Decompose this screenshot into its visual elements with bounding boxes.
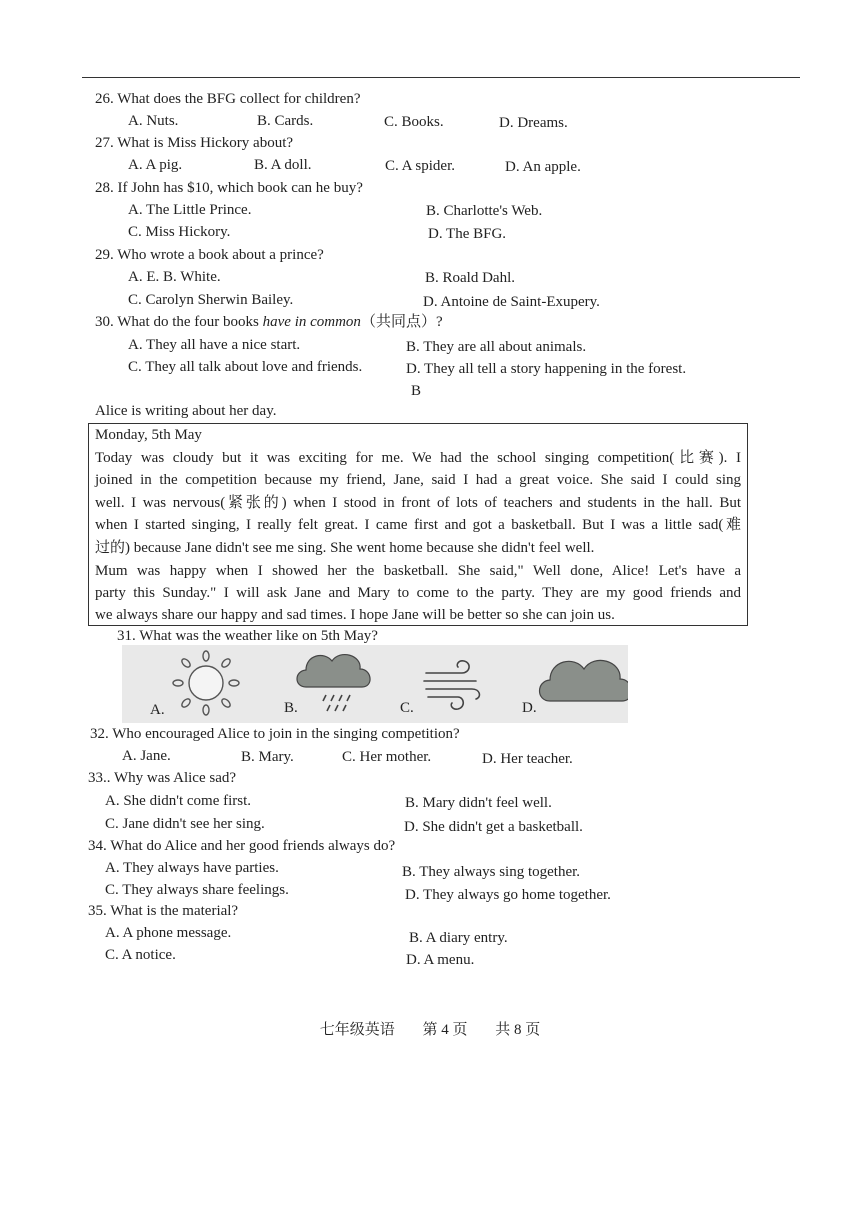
passage-line: when I started singing, I really felt great. I came first and got a basketball. But I was a little sad(难 — [95, 517, 741, 533]
q31-option-a: A. — [150, 702, 165, 718]
q26-option-c: C. Books. — [384, 114, 444, 130]
question-31-stem: 31. What was the weather like on 5th May? — [117, 628, 378, 644]
passage-line: party this Sunday." I will ask Jane and Mary to come to the party. They are my good friends and — [95, 585, 741, 601]
footer-page-number: 第 4 页 — [422, 1022, 468, 1038]
q30-option-c: C. They all talk about love and friends. — [128, 359, 363, 375]
question-33-stem: 33.. Why was Alice sad? — [88, 770, 237, 786]
q33-option-c: C. Jane didn't see her sing. — [105, 816, 265, 832]
passage-line: well. I was nervous(紧张的) when I stood in front of lots of teachers and students in the hall. But — [95, 495, 741, 511]
header-rule — [82, 77, 800, 78]
passage-line: joined in the competition because my friend, Jane, said I had a great voice. She said I could sing — [95, 472, 741, 488]
q32-option-d: D. Her teacher. — [482, 751, 573, 767]
passage-intro: Alice is writing about her day. — [95, 403, 277, 419]
q33-option-b: B. Mary didn't feel well. — [405, 795, 552, 811]
q28-option-d: D. The BFG. — [428, 226, 507, 242]
passage-line: Mum was happy when I showed her the basketball. She said," Well done, Alice! Let's have a — [95, 563, 741, 579]
question-34-stem: 34. What do Alice and her good friends always do? — [88, 838, 396, 854]
footer-page-total: 共 8 页 — [495, 1022, 541, 1038]
q34-option-c: C. They always share feelings. — [105, 882, 289, 898]
q29-option-d: D. Antoine de Saint-Exupery. — [423, 294, 600, 310]
q27-option-b: B. A doll. — [254, 157, 312, 173]
cloud-icon — [540, 660, 629, 701]
q28-option-a: A. The Little Prince. — [128, 202, 252, 218]
q29-option-a: A. E. B. White. — [128, 269, 221, 285]
q32-option-c: C. Her mother. — [342, 749, 432, 765]
q27-option-a: A. A pig. — [128, 157, 183, 173]
q34-option-b: B. They always sing together. — [402, 864, 581, 880]
q35-option-c: C. A notice. — [105, 947, 176, 963]
q31-option-d: D. — [522, 700, 537, 716]
q34-option-a: A. They always have parties. — [105, 860, 279, 876]
passage-date: Monday, 5th May — [95, 427, 202, 443]
q28-option-b: B. Charlotte's Web. — [426, 203, 543, 219]
q26-option-a: A. Nuts. — [128, 113, 179, 129]
q35-option-a: A. A phone message. — [105, 925, 232, 941]
q33-option-d: D. She didn't get a basketball. — [404, 819, 583, 835]
q28-option-c: C. Miss Hickory. — [128, 224, 231, 240]
q31-option-b: B. — [284, 700, 298, 716]
rain-cloud-icon — [297, 655, 370, 711]
passage-line: we always share our happy and sad times. I hope Jane will be better so she can join us. — [95, 607, 615, 623]
q27-option-d: D. An apple. — [505, 159, 581, 175]
q30-option-a: A. They all have a nice start. — [128, 337, 301, 353]
question-29-stem: 29. Who wrote a book about a prince? — [95, 247, 324, 263]
q30-option-d: D. They all tell a story happening in the forest. — [406, 361, 687, 377]
q26-option-d: D. Dreams. — [499, 115, 568, 131]
q35-option-b: B. A diary entry. — [409, 930, 508, 946]
passage-line: Today was cloudy but it was exciting for me. We had the school singing competition(比赛). I — [95, 450, 741, 466]
q32-option-b: B. Mary. — [241, 749, 294, 765]
question-27-stem: 27. What is Miss Hickory about? — [95, 135, 294, 151]
question-28-stem: 28. If John has $10, which book can he buy? — [95, 180, 363, 196]
q27-option-c: C. A spider. — [385, 158, 456, 174]
passage-line: 过的) because Jane didn't see me sing. She went home because she didn't feel well. — [95, 540, 595, 556]
q26-option-b: B. Cards. — [257, 113, 314, 129]
question-30-stem: 30. What do the four books have in common（共同点）? — [95, 314, 443, 330]
section-letter: B — [411, 383, 422, 399]
q31-option-c: C. — [400, 700, 414, 716]
wind-icon — [424, 661, 479, 709]
sun-icon — [173, 651, 239, 715]
q33-option-a: A. She didn't come first. — [105, 793, 252, 809]
question-32-stem: 32. Who encouraged Alice to join in the singing competition? — [90, 726, 460, 742]
weather-picture-strip — [122, 645, 628, 723]
q29-option-c: C. Carolyn Sherwin Bailey. — [128, 292, 294, 308]
q35-option-d: D. A menu. — [406, 952, 475, 968]
weather-pictures — [122, 645, 628, 723]
q29-option-b: B. Roald Dahl. — [425, 270, 515, 286]
page-footer — [0, 1023, 860, 1038]
question-35-stem: 35. What is the material? — [88, 903, 239, 919]
q30-option-b: B. They are all about animals. — [406, 339, 587, 355]
question-26-stem: 26. What does the BFG collect for children? — [95, 91, 361, 107]
q32-option-a: A. Jane. — [122, 748, 171, 764]
footer-subject: 七年级英语 — [319, 1022, 395, 1038]
q34-option-d: D. They always go home together. — [405, 887, 611, 903]
